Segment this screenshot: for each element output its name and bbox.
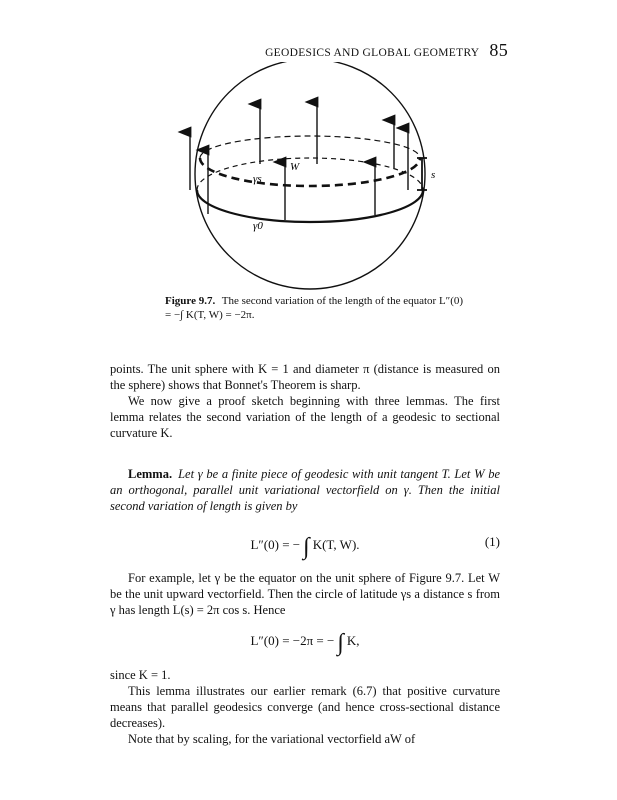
equation-1 <box>110 528 500 560</box>
eq1-lhs: L″(0) = − <box>250 537 301 552</box>
integral-sign: ∫ <box>337 630 344 656</box>
page-number: 85 <box>489 40 508 60</box>
equator-front <box>197 190 423 222</box>
paragraph: This lemma illustrates our earlier remark (6.7) that positive curvature means that parallel geodesics converge (and hence cross-sectional distance decreases). <box>110 684 500 730</box>
lemma <box>110 466 500 514</box>
latitude-circle-front <box>200 158 420 186</box>
paragraph: For example, let γ be the equator on the unit sphere of Figure 9.7. Let W be the unit upward vectorfield. Then the circle of latitude γs a distance s from γ has length L(s) = 2π cos s. Hence <box>110 571 500 617</box>
running-header <box>258 40 508 61</box>
label-s: s <box>431 169 436 181</box>
sphere-figure <box>160 62 460 294</box>
text-block-1 <box>110 361 500 441</box>
eq1-rhs: K(T, W). <box>312 537 360 552</box>
eq2-lhs: L″(0) = −2π = − <box>250 633 335 648</box>
sphere-outline <box>195 62 425 289</box>
text-block-2 <box>110 570 500 618</box>
paragraph: We now give a proof sketch beginning with three lemmas. The first lemma relates the second variation of the length of a geodesic to sectional curvature K. <box>110 394 500 440</box>
text-block-3 <box>110 667 500 747</box>
paragraph: Note that by scaling, for the variational vectorfield aW of <box>128 732 416 746</box>
eq2-rhs: K, <box>346 633 360 648</box>
caption-text: The second variation of the length of the equator L″(0) = −∫ K(T, W) = −2π. <box>165 295 464 321</box>
integral-sign: ∫ <box>303 534 310 560</box>
lemma-title: Lemma. <box>128 467 173 481</box>
header-title: GEODESICS AND GLOBAL GEOMETRY <box>265 47 480 59</box>
paragraph: points. The unit sphere with K = 1 and diameter π (distance is measured on the sphere) shows that Bonnet's Theorem is sharp. <box>110 362 500 392</box>
label-gamma-0: γ0 <box>253 220 263 232</box>
equation-2 <box>110 624 500 656</box>
label-gamma-s: γs <box>253 173 262 185</box>
paragraph: since K = 1. <box>110 668 171 682</box>
label-w: W <box>290 161 300 173</box>
latitude-circle-back <box>200 136 420 158</box>
equation-number: (1) <box>484 534 500 549</box>
lemma-statement: Let γ be a finite piece of geodesic with unit tangent T. Let W be an orthogonal, parallel unit variational vectorfield on γ. Then the initial second variation of length is given by <box>110 467 500 513</box>
figure-caption <box>165 294 465 322</box>
caption-label: Figure 9.7. <box>165 295 216 307</box>
